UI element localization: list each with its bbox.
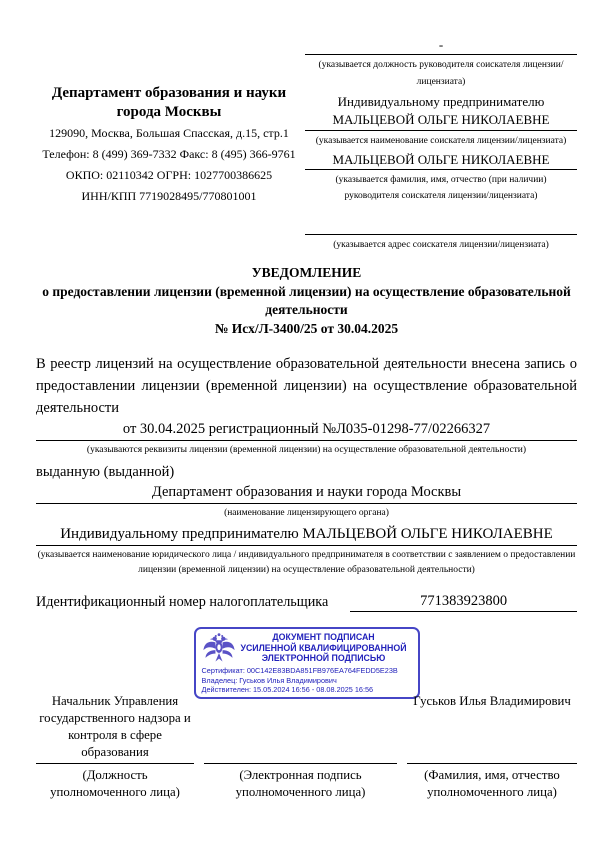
signature-section	[36, 693, 577, 802]
document-subject: о предоставлении лицензии (временной лицензии) на осуществление образовательной деятельности	[42, 283, 571, 317]
stamp-header-row	[202, 632, 412, 664]
sender-block	[36, 36, 302, 254]
authority-value: Департамент образования и науки города Москвы	[36, 482, 577, 504]
recipient-position-value: -	[438, 37, 444, 52]
stamp-title	[236, 632, 412, 664]
inn-value: 771383923800	[350, 591, 577, 612]
licensee-hint: (указывается наименование юридического лица / индивидуального предпринимателя в соответствии с заявлением о предоставлении лицензии (временной лицензии) на осуществление образовательной деятельности)	[37, 550, 576, 575]
stamp-title-line2: УСИЛЕННОЙ КВАЛИФИЦИРОВАННОЙ	[240, 642, 407, 653]
document-number: № Исх/Л-3400/25 от 30.04.2025	[214, 320, 399, 336]
name-label: (Фамилия, имя, отчество уполномоченного лица)	[424, 767, 560, 800]
registration-line: от 30.04.2025 регистрационный №Л035-01298-77/02266327	[36, 419, 577, 441]
signer-position: Начальник Управления государственного надзора и контроля в сфере образования	[39, 693, 191, 760]
stamp-details	[202, 666, 412, 695]
registration-hint: (указываются реквизиты лицензии (временной лицензии) на осуществление образовательной деятельности)	[86, 445, 527, 455]
authority-hint: (наименование лицензирующего органа)	[224, 508, 389, 518]
recipient-address-hint: (указывается адрес соискателя лицензии/лицензиата)	[333, 239, 549, 250]
inn-label: Идентификационный номер налогоплательщика	[36, 594, 329, 610]
recipient-block	[305, 36, 577, 254]
document-title: УВЕДОМЛЕНИЕ	[251, 265, 362, 280]
signer-name-column	[407, 693, 577, 802]
sender-okpo-ogrn: ОКПО: 02110342 ОГРН: 1027700386625	[65, 168, 273, 182]
body-paragraph: В реестр лицензий на осуществление образовательной деятельности внесена запись о предоставлении лицензии (временной лицензии) на осуществление образовательной деятельности	[36, 356, 577, 416]
stamp-certificate: Сертификат: 00C142E83BDA851FB976EA764FEDD5E23B	[201, 666, 398, 675]
document-header	[36, 0, 577, 254]
inn-row	[36, 591, 577, 612]
stamp-validity: Действителен: 15.05.2024 16:56 - 08.08.2025 16:56	[201, 685, 374, 695]
signer-name: Гуськов Илья Владимирович	[413, 693, 571, 708]
position-label: (Должность уполномоченного лица)	[50, 767, 180, 800]
sender-address: 129090, Москва, Большая Спасская, д.15, стр.1	[49, 126, 289, 140]
empty-address-field	[305, 206, 577, 234]
stamp-owner: Владелец: Гуськов Илья Владимирович	[201, 675, 337, 685]
recipient-head-value: МАЛЬЦЕВОЙ ОЛЬГЕ НИКОЛАЕВНЕ	[332, 151, 550, 167]
coat-of-arms-icon	[202, 632, 236, 664]
signer-position-column	[36, 693, 194, 802]
issued-label: выданную (выданной)	[36, 464, 175, 480]
stamp-title-line3: ЭЛЕКТРОННОЙ ПОДПИСЬЮ	[261, 653, 386, 664]
recipient-name-hint: (указывается наименование соискателя лицензии/лицензиата)	[315, 136, 567, 146]
digital-signature-stamp	[194, 627, 420, 699]
recipient-head-hint: (указывается фамилия, имя, отчество (при наличии) руководителя соискателя лицензии/лицензиата)	[335, 174, 547, 201]
stamp-title-line1: ДОКУМЕНТ ПОДПИСАН	[272, 632, 375, 643]
recipient-name-value: Индивидуальному предпринимателю МАЛЬЦЕВОЙ ОЛЬГЕ НИКОЛАЕВНЕ	[332, 94, 550, 127]
licensee-value: Индивидуальному предпринимателю МАЛЬЦЕВОЙ ОЛЬГЕ НИКОЛАЕВНЕ	[36, 524, 577, 546]
document-title-block	[36, 264, 577, 338]
sender-name: Департамент образования и науки города Москвы	[51, 85, 287, 120]
sender-inn-kpp: ИНН/КПП 7719028495/770801001	[81, 189, 257, 203]
recipient-position-hint: (указывается должность руководителя соискателя лицензии/лицензиата)	[318, 60, 564, 87]
electronic-signature-column	[204, 693, 397, 802]
sender-phone-fax: Телефон: 8 (499) 369-7332 Факс: 8 (495) 366-9761	[42, 147, 296, 161]
esign-label: (Электронная подпись уполномоченного лица)	[235, 767, 366, 800]
esign-space	[204, 693, 397, 763]
